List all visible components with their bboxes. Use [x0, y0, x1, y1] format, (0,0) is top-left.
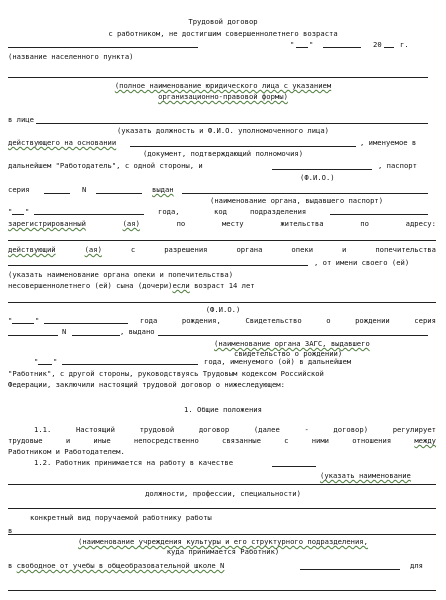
registration-line — [8, 220, 436, 227]
certificate-number-label: N — [62, 327, 67, 336]
passport-issuer-hint: (наименование органа, выдавшего паспорт) — [210, 196, 384, 205]
passport-number-field[interactable] — [96, 193, 142, 194]
division-label: подразделения — [250, 207, 307, 216]
p11-word-4: договор — [198, 425, 230, 434]
legal-entity-hint-2: организационно-правовой формы) — [158, 92, 288, 101]
institution-hint-1: (наименование учреждения культуры и его структурного подразделения, — [78, 537, 368, 546]
legal-entity-hint-1: (полное наименование юридического лица с указанием — [114, 81, 332, 90]
school-number-field[interactable] — [300, 569, 400, 570]
zags-field[interactable] — [158, 335, 428, 336]
issue-close-quote: " — [25, 207, 30, 216]
registered-word-1: по — [176, 219, 186, 228]
registered-label: зарегистрированный — [8, 219, 86, 228]
issue-day-field[interactable] — [12, 214, 24, 215]
birth-word-5: рождении — [355, 316, 390, 325]
school-next-field[interactable] — [8, 590, 436, 591]
position-hint: должности, профессии, специальности) — [145, 489, 301, 498]
date-year-suffix: г. — [400, 40, 409, 49]
settlement-field[interactable] — [8, 47, 198, 48]
date-close-quote: " — [309, 40, 314, 49]
employee-fio-hint: (Ф.И.О.) — [300, 173, 335, 182]
position-field[interactable] — [8, 484, 436, 485]
p11b-word-7: ними — [311, 436, 329, 445]
document-title: Трудовой договор — [188, 17, 258, 26]
division-code-field[interactable] — [330, 214, 428, 215]
institution-field[interactable] — [8, 534, 436, 535]
in-label: в — [8, 526, 13, 535]
p11-word-6: - — [304, 425, 309, 434]
p11b-word-1: трудовые — [8, 436, 43, 445]
acting-word-6: опеки — [291, 245, 314, 254]
registered-word-2: месту — [221, 219, 244, 228]
birth-word-4: о — [326, 316, 331, 325]
p11b-word-4: непосредственно — [133, 436, 199, 445]
birth-close-quote: " — [35, 316, 40, 325]
federation-line: Федерации, заключили настоящий трудовой договор о нижеследующем: — [8, 380, 285, 389]
registered-word-3: жительства — [280, 219, 324, 228]
p12-line: 1.2. Работник принимается на работу в качестве — [34, 458, 234, 467]
issue-year-label: года, — [158, 207, 180, 216]
work-kind-hint: конкретный вид поручаемой работнику работы — [30, 513, 212, 522]
acting-word-8: попечительства — [375, 245, 436, 254]
passport-label: , паспорт — [378, 161, 417, 170]
p11b-word-6: с — [284, 436, 289, 445]
acting-word-4: разрешения — [164, 245, 208, 254]
basis-document-hint: (документ, подтверждающий полномочия) — [142, 149, 304, 158]
date-year-prefix: 20 — [373, 40, 382, 49]
issue-open-quote: " — [8, 207, 13, 216]
registration-address-field[interactable] — [8, 240, 436, 241]
birth-word-3: Свидетельство — [245, 316, 302, 325]
acting-word-7: и — [342, 245, 347, 254]
passport-issuer-field[interactable] — [182, 193, 428, 194]
birth-certificate-line — [140, 317, 436, 324]
issue-month-year-field[interactable] — [34, 214, 144, 215]
series-label: серия — [8, 185, 30, 194]
section1-heading: 1. Общие положения — [184, 405, 262, 414]
guardianship-body-field[interactable] — [8, 265, 308, 266]
date-open-quote: " — [290, 40, 295, 49]
guardianship-hint: (указать наименование органа опеки и попечительства) — [8, 270, 234, 279]
worker-line: "Работник", с другой стороны, руководствуясь Трудовым кодексом Российской — [8, 369, 324, 378]
institution-hint-2: куда принимается Работник) — [166, 547, 280, 556]
certificate-issued-label: , выдано — [120, 327, 155, 336]
p11-word-1: 1.1. — [34, 425, 52, 434]
legal-entity-field[interactable] — [8, 77, 428, 78]
birth-month-year-field[interactable] — [44, 323, 128, 324]
certificate-number-field[interactable] — [72, 335, 120, 336]
acting-word-2: (ая) — [84, 245, 102, 254]
p11-line3: Работником и Работодателем. — [8, 447, 125, 456]
issued-label: выдан — [152, 185, 174, 194]
p11b-word-9: между — [414, 436, 436, 445]
p11-word-7: договор) — [333, 425, 369, 434]
p12-field[interactable] — [272, 466, 316, 467]
acting-word-5: органа — [236, 245, 263, 254]
birth2-close-quote: " — [53, 357, 58, 366]
employee-name-field[interactable] — [272, 169, 372, 170]
acting-permission-line — [8, 246, 436, 253]
employer-line: дальнейшем "Работодатель", с одной стороны, и — [8, 161, 203, 170]
certificate-series-field[interactable] — [8, 335, 58, 336]
p11-word-3: трудовой — [139, 425, 175, 434]
school-end: для — [410, 561, 423, 570]
minor-age: возраст 14 лет — [194, 281, 255, 290]
p11-line1 — [34, 426, 436, 433]
zags-hint-2: свидетельство о рождении) — [234, 349, 343, 358]
p11-word-2: Настоящий — [75, 425, 115, 434]
minor-line — [8, 282, 255, 289]
birth2-open-quote: " — [34, 357, 39, 366]
birth2-day-field[interactable] — [38, 364, 52, 365]
date-month-field[interactable] — [323, 47, 361, 48]
birth-word-1: года — [140, 316, 158, 325]
representative-field[interactable] — [36, 123, 428, 124]
on-behalf-label: , от имени своего (ей) — [314, 258, 410, 267]
code-label: код — [214, 207, 227, 216]
school-in: в — [8, 561, 17, 570]
named-label: , именуемое в — [360, 138, 417, 147]
registered-gender: (ая) — [122, 219, 140, 228]
birth-open-quote: " — [8, 316, 13, 325]
birth2-month-year-field[interactable] — [62, 364, 198, 365]
p11-word-8: регулирует — [392, 425, 436, 434]
date-year-field[interactable] — [384, 47, 394, 48]
birth-word-6: серия — [414, 316, 436, 325]
acting-word-3: с — [130, 245, 136, 254]
minor-prefix: несовершеннолетнего (ей) сына (дочери) — [8, 281, 173, 290]
basis-document-field[interactable] — [130, 146, 356, 147]
date-day-field[interactable] — [296, 47, 308, 48]
number-label: N — [82, 185, 87, 194]
document-subtitle: с работником, не достигшим совершеннолетнего возраста — [108, 29, 338, 38]
acting-word-1: действующий — [8, 245, 56, 254]
acting-basis-label: действующего на основании — [8, 138, 117, 147]
p12-hint: (указать наименование — [320, 471, 411, 480]
representative-hint: (указать должность и Ф.И.О. уполномоченного лица) — [116, 126, 330, 135]
school-text: свободное от учебы в общеобразовательной школе N — [16, 561, 225, 570]
p11-word-5: (далее — [253, 425, 280, 434]
p11b-word-2: и — [65, 436, 71, 445]
birth-word-2: рождения, — [181, 316, 221, 325]
p11-line2 — [8, 437, 436, 444]
passport-series-field[interactable] — [44, 193, 70, 194]
registered-word-4: по — [360, 219, 369, 228]
minor-if: если — [172, 281, 190, 290]
birth2-tail: года, именуемого (ой) в дальнейшем — [204, 357, 352, 366]
school-line — [8, 562, 224, 569]
zags-hint-1: (наименование органа ЗАГС, выдавшего — [214, 339, 370, 348]
registered-word-5: адресу: — [405, 219, 436, 228]
settlement-label: (название населенного пункта) — [8, 52, 134, 61]
minor-name-field[interactable] — [8, 302, 436, 303]
position-field-2[interactable] — [8, 508, 436, 509]
p11b-word-3: иные — [93, 436, 111, 445]
in-person-label: в лице — [8, 115, 34, 124]
birth-day-field[interactable] — [12, 323, 34, 324]
p11b-word-5: связанные — [222, 436, 261, 445]
p11b-word-8: отношения — [352, 436, 392, 445]
minor-fio-hint: (Ф.И.О.) — [205, 305, 241, 314]
